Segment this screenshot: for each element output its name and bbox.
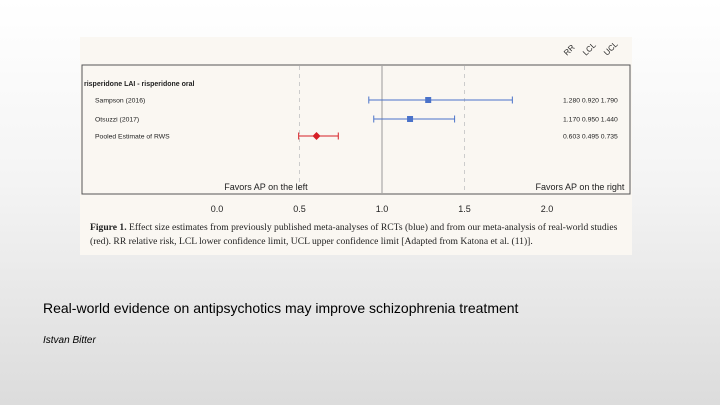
point-estimate-square — [425, 97, 431, 103]
group-label: risperidone LAI - risperidone oral — [84, 81, 195, 88]
row-label: Otsuzzi (2017) — [95, 116, 140, 124]
column-header-ucl: UCL — [602, 39, 620, 58]
right-favor-label: Favors AP on the right — [535, 182, 625, 192]
row-values: 1.280 0.920 1.790 — [563, 97, 618, 105]
x-tick-label: 0.0 — [210, 204, 224, 214]
x-tick-label: 0.5 — [293, 204, 306, 214]
figure-caption — [90, 221, 626, 249]
forest-row — [95, 97, 618, 105]
forest-row — [95, 116, 618, 124]
forest-row — [95, 132, 618, 141]
caption-text: Effect size estimates from previously published meta-analyses of RCTs (blue) and from our meta-analysis of real-world studies (red). RR relative risk, LCL lower confidence limit, UCL upper confidence limit [Adapted from Katona et al. (11)]. — [90, 222, 618, 247]
row-values: 0.603 0.495 0.735 — [563, 133, 618, 141]
row-label: Sampson (2016) — [95, 97, 146, 105]
column-header-rr: RR — [562, 42, 577, 58]
left-favor-label: Favors AP on the left — [224, 182, 308, 192]
slide-author: Istvan Bitter — [43, 335, 96, 346]
forest-plot-figure — [80, 37, 632, 255]
point-estimate-diamond — [312, 132, 320, 140]
slide-title: Real-world evidence on antipsychotics may improve schizophrenia treatment — [43, 300, 519, 316]
caption-label: Figure 1. — [90, 222, 127, 233]
row-label: Pooled Estimate of RWS — [95, 133, 170, 141]
x-tick-label: 1.0 — [375, 204, 389, 214]
row-values: 1.170 0.950 1.440 — [563, 116, 618, 124]
column-header-lcl: LCL — [581, 40, 598, 58]
x-tick-label: 1.5 — [458, 204, 471, 214]
x-tick-label: 2.0 — [540, 204, 554, 214]
point-estimate-square — [407, 116, 413, 122]
